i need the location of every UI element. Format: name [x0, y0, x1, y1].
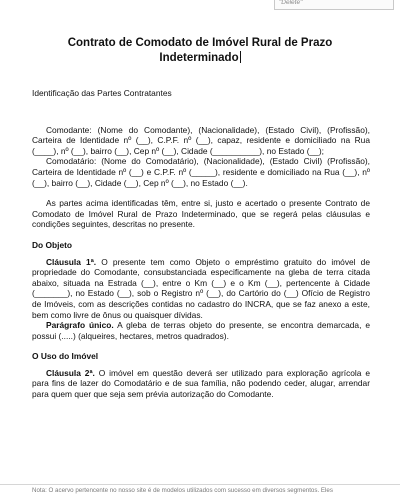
document-title[interactable] [30, 36, 370, 66]
section-heading-objeto: Do Objeto [32, 239, 73, 250]
paragraph-unico-text: A gleba de terras objeto do presente, se encontra demarcada, e possui (.....) (alqueires, hectares, metros quadrados). [32, 320, 370, 341]
comodatario-paragraph: Comodatário: (Nome do Comodatário), (Nacionalidade), (Estado Civil) (Profissão), Carteira de Identidade nº (__) e C.P.F. nº (_____), residente e domiciliado na Rua (__), nº (__), bairro (__), Cidade (__), Cep nº (__), no Estado (__). [32, 156, 370, 188]
footer-divider [0, 484, 400, 485]
footer-note [32, 487, 392, 495]
instruction-note [274, 0, 394, 10]
title-line2: Indeterminado [159, 52, 239, 64]
comodante-paragraph: Comodante: (Nome do Comodante), (Nacionalidade), (Estado Civil), (Profissão), Carteira de Identidade nº (__), C.P.F. nº (__), capaz, residente e domiciliado na Rua (____), nº (__), bairro (__), Cep nº (__), Cidade (__________), no Estado (__); [32, 124, 370, 156]
footer-note-label: Nota: [32, 487, 47, 494]
clause-1-text: O presente tem como Objeto o empréstimo gratuito do imóvel de propriedade do Comodante, consubstanciada especificamente na gleba de terra citada abaixo, situada na Estrada (__), entre o Km (__) e o Km (__), pertencente à Cidade (_______), no Estado (__), sob o Registro nº (__), do Cartório do (__) Ofício de Registro de Imóveis, com as descrições contidas no cadastro do INCRA, que se faz anexo a este, bem como livre de ônus ou quaisquer dívidas. [32, 256, 370, 320]
clause-2-label: Cláusula 2ª. [46, 367, 95, 378]
agreement-paragraph: As partes acima identificadas têm, entre si, justo e acertado o presente Contrato de Comodato de Imóvel Rural de Prazo Indeterminado, que se regerá pelas cláusulas e condições seguintes, descritas no presente. [32, 198, 370, 230]
title-line1: Contrato de Comodato de Imóvel Rural de Prazo [67, 37, 333, 49]
clause-2-paragraph [32, 368, 370, 400]
paragraph-unico-label: Parágrafo único. [46, 320, 114, 331]
text-cursor [240, 51, 241, 63]
paragraph-unico [32, 320, 370, 341]
clause-1-paragraph [32, 257, 370, 321]
clause-2-text: O imóvel em questão deverá ser utilizado para exploração agrícola e para fins de lazer do Comodatário e de sua família, não podendo ceder, alugar, arrendar para quem quer que seja sem prévia autorização do Comodante. [32, 367, 370, 400]
footer-note-text: O acervo pertencente no nosso site é de modelos utilizados com sucesso em diversos segmentos. Eles [46, 487, 333, 494]
clause-1-label: Cláusula 1ª. [46, 256, 97, 267]
identification-heading: Identificação das Partes Contratantes [32, 88, 172, 98]
document-body[interactable] [32, 88, 370, 400]
instruction-note-line2: "Delete" [279, 0, 303, 6]
section-heading-uso: O Uso do Imóvel [32, 351, 99, 362]
